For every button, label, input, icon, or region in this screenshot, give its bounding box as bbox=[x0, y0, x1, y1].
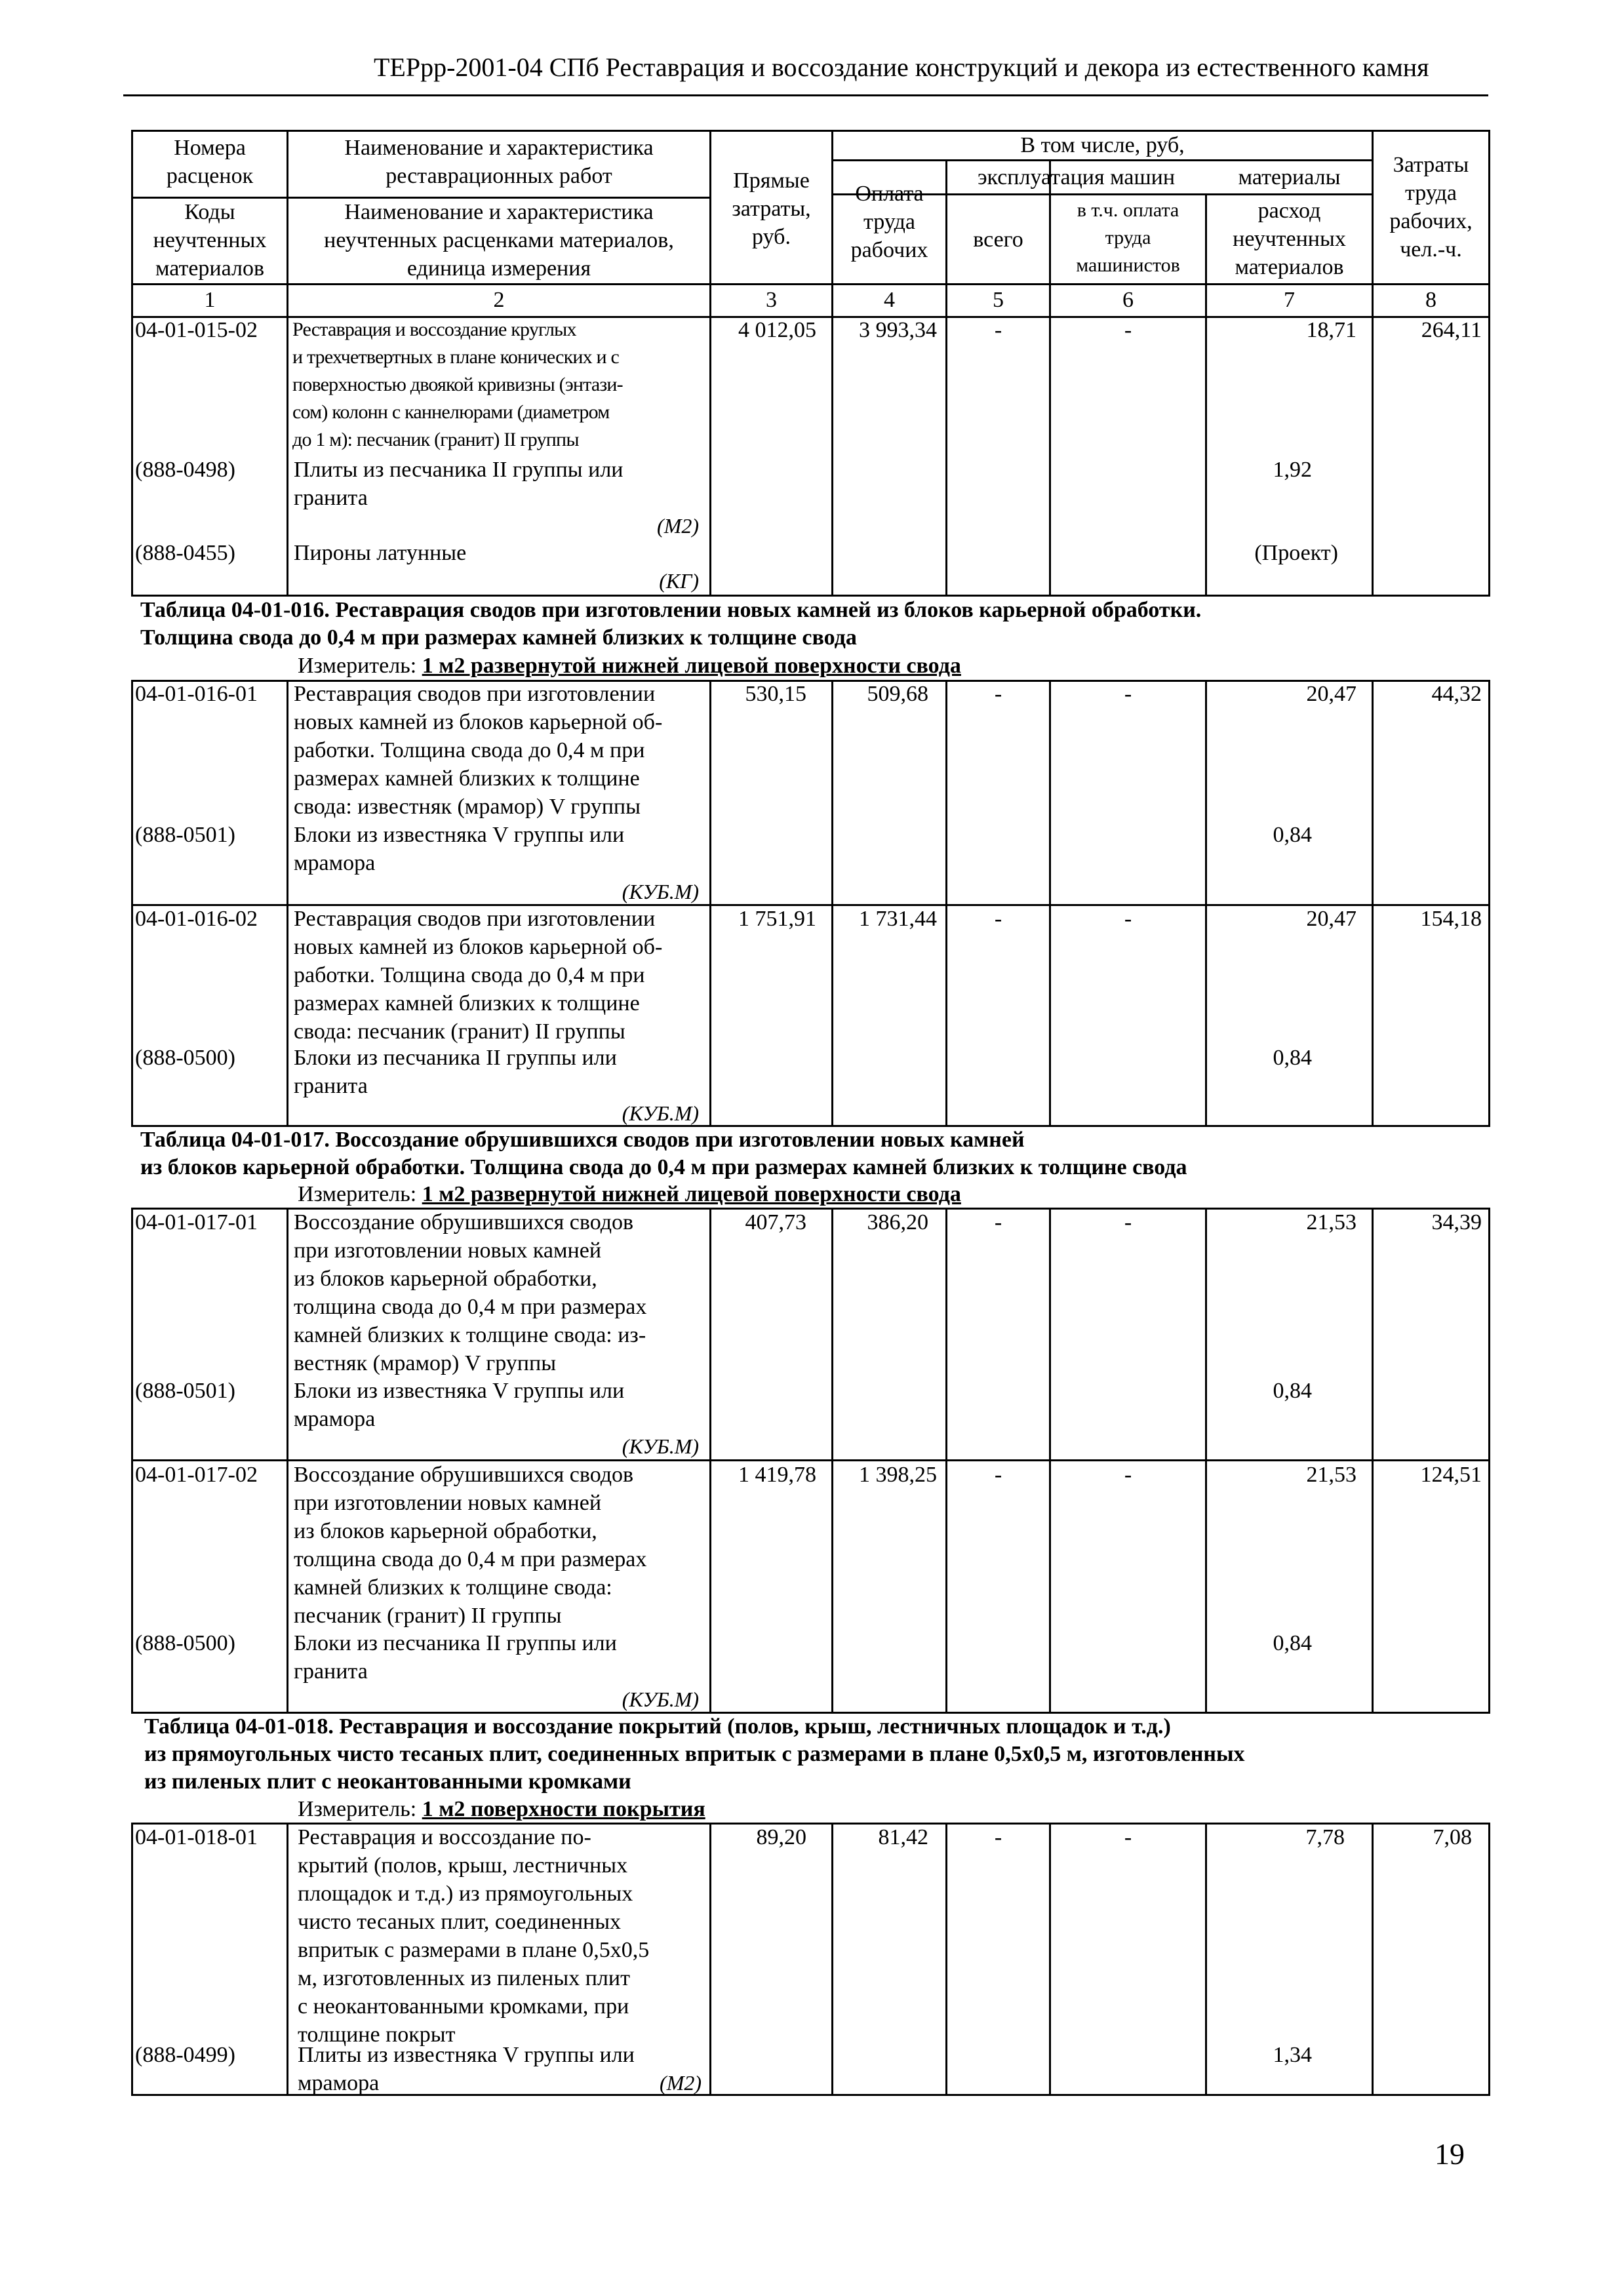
material-name-line: Блоки из известняка V группы или bbox=[294, 1379, 625, 1403]
rate-code: 04-01-017-01 bbox=[135, 1210, 258, 1234]
header-col6-line: в т.ч. оплата bbox=[1077, 199, 1179, 221]
materials-cost: 21,53 bbox=[1306, 1210, 1357, 1234]
column-number: 3 bbox=[766, 288, 777, 312]
header-col4-line: Оплата bbox=[855, 182, 924, 206]
header-col2-line: единица измерения bbox=[406, 256, 591, 281]
machinists-cost: - bbox=[1124, 682, 1132, 706]
header-col6-line: машинистов bbox=[1076, 254, 1180, 276]
table-caption: Толщина свода до 0,4 м при размерах камней близких к толщине свода bbox=[140, 625, 857, 650]
labor-cost: 509,68 bbox=[867, 682, 928, 706]
rate-name-line: размерах камней близких к толщине bbox=[294, 766, 640, 791]
rate-name-line: работки. Толщина свода до 0,4 м при bbox=[294, 963, 645, 987]
table-caption: из блоков карьерной обработки. Толщина свода до 0,4 м при размерах камней близких к толщине свода bbox=[140, 1155, 1187, 1179]
direct-cost: 530,15 bbox=[745, 682, 806, 706]
header-col1-line: материалов bbox=[155, 256, 265, 281]
rate-name-line: свода: песчаник (гранит) II группы bbox=[294, 1019, 625, 1044]
material-amount: 0,84 bbox=[1273, 823, 1312, 847]
rate-name-line: камней близких к толщине свода: из- bbox=[294, 1323, 646, 1347]
rate-name-line: м, изготовленных из пиленых плит bbox=[298, 1966, 630, 1990]
rate-name-line: размерах камней близких к толщине bbox=[294, 991, 640, 1016]
rate-name-line: крытий (полов, крыш, лестничных bbox=[298, 1853, 628, 1878]
rate-name-line: при изготовлении новых камней bbox=[294, 1491, 602, 1515]
header-col3-line: руб. bbox=[752, 225, 791, 249]
header-col8-line: Затраты bbox=[1393, 153, 1469, 177]
rate-code: 04-01-016-01 bbox=[135, 682, 258, 706]
rate-name-line: толщина свода до 0,4 м при размерах bbox=[294, 1547, 647, 1571]
column-number: 6 bbox=[1122, 288, 1134, 312]
header-materials-label: материалы bbox=[1238, 165, 1341, 189]
table-caption: Таблица 04-01-016. Реставрация сводов при изготовлении новых камней из блоков карьерной обработки. bbox=[140, 598, 1202, 622]
machinists-cost: - bbox=[1124, 907, 1132, 931]
rate-name-line: Реставрация сводов при изготовлении bbox=[294, 907, 656, 931]
material-unit: (М2) bbox=[657, 514, 699, 538]
rate-code: 04-01-016-02 bbox=[135, 907, 258, 931]
materials-cost: 21,53 bbox=[1306, 1463, 1357, 1487]
direct-cost: 1 751,91 bbox=[738, 907, 816, 931]
material-amount: 1,34 bbox=[1273, 2043, 1312, 2067]
rate-name-line: Воссоздание обрушившихся сводов bbox=[294, 1463, 634, 1487]
labor-cost: 386,20 bbox=[867, 1210, 928, 1234]
rate-name-line: с неокантованными кромками, при bbox=[298, 1994, 629, 2019]
material-name-line: Блоки из песчаника II группы или bbox=[294, 1631, 617, 1655]
header-col3-line: Прямые bbox=[733, 168, 810, 193]
rate-name-line: работки. Толщина свода до 0,4 м при bbox=[294, 738, 645, 762]
measure-prefix: Измеритель: bbox=[298, 1797, 417, 1821]
measure-prefix: Измеритель: bbox=[298, 654, 417, 678]
rate-name-line: Реставрация и воссоздание по- bbox=[298, 1825, 591, 1849]
header-col1-line: расценок bbox=[166, 164, 254, 188]
material-code: (888-0501) bbox=[135, 1379, 235, 1403]
labor-cost: 1 398,25 bbox=[859, 1463, 937, 1487]
machinists-cost: - bbox=[1124, 1463, 1132, 1487]
direct-cost: 1 419,78 bbox=[738, 1463, 816, 1487]
rate-name-line: площадок и т.д.) из прямоугольных bbox=[298, 1882, 633, 1906]
rate-name-line: толщине покрыт bbox=[298, 2022, 456, 2047]
header-col4-line: рабочих bbox=[850, 238, 928, 262]
material-unit: (КУБ.М) bbox=[622, 880, 699, 903]
material-code: (888-0501) bbox=[135, 823, 235, 847]
material-name-line: гранита bbox=[294, 1074, 368, 1098]
rate-name-line: и трехчетвертных в плане конических и с bbox=[292, 346, 620, 368]
header-col8-line: труда bbox=[1404, 181, 1457, 205]
measure-value: 1 м2 развернутой нижней лицевой поверхности свода bbox=[422, 1182, 961, 1206]
direct-cost: 89,20 bbox=[756, 1825, 806, 1849]
column-number: 7 bbox=[1284, 288, 1295, 312]
material-name-line: Блоки из известняка V группы или bbox=[294, 823, 625, 847]
rate-name-line: свода: известняк (мрамор) V группы bbox=[294, 795, 641, 819]
material-amount: 0,84 bbox=[1273, 1631, 1312, 1655]
measure-value: 1 м2 развернутой нижней лицевой поверхности свода bbox=[422, 654, 961, 678]
table-caption: Таблица 04-01-017. Воссоздание обрушившихся сводов при изготовлении новых камней bbox=[140, 1128, 1025, 1152]
header-machines-label: эксплуатация машин bbox=[977, 165, 1176, 189]
material-code: (888-0500) bbox=[135, 1631, 235, 1655]
table-caption: Таблица 04-01-018. Реставрация и воссоздание покрытий (полов, крыш, лестничных площадок и т.д.) bbox=[144, 1714, 1171, 1739]
machines-cost: - bbox=[994, 907, 1002, 931]
material-name-line: мрамора bbox=[294, 851, 376, 875]
materials-cost: 20,47 bbox=[1306, 907, 1357, 931]
column-number: 4 bbox=[884, 288, 895, 312]
rate-name-line: песчаник (гранит) II группы bbox=[294, 1604, 562, 1628]
header-col4-line: труда bbox=[863, 210, 916, 234]
column-number: 8 bbox=[1425, 288, 1436, 312]
machines-cost: - bbox=[994, 1825, 1002, 1849]
rate-name-line: из блоков карьерной обработки, bbox=[294, 1519, 597, 1543]
material-amount: 0,84 bbox=[1273, 1046, 1312, 1070]
machines-cost: - bbox=[994, 682, 1002, 706]
material-code: (888-0499) bbox=[135, 2043, 235, 2067]
table-caption: из прямоугольных чисто тесаных плит, соединенных впритык с размерами в плане 0,5х0,5 м, изготовленных bbox=[144, 1742, 1245, 1766]
rate-name-line: из блоков карьерной обработки, bbox=[294, 1267, 597, 1291]
material-unit: (КУБ.М) bbox=[622, 1687, 699, 1711]
material-amount: 0,84 bbox=[1273, 1379, 1312, 1403]
measurement-unit bbox=[298, 1796, 705, 1823]
rate-code: 04-01-015-02 bbox=[135, 318, 258, 342]
header-group-label: В том числе, руб, bbox=[1020, 133, 1185, 157]
header-rule bbox=[123, 94, 1488, 96]
rate-name-line: камней близких к толщине свода: bbox=[294, 1575, 612, 1600]
material-unit: (КУБ.М) bbox=[622, 1434, 699, 1458]
machinists-cost: - bbox=[1124, 1210, 1132, 1234]
rate-name-line: Воссоздание обрушившихся сводов bbox=[294, 1210, 634, 1234]
material-name-line: Пироны латунные bbox=[294, 541, 467, 565]
header-col6-line: труда bbox=[1105, 227, 1151, 248]
header-col2-line: реставрационных работ bbox=[386, 164, 612, 188]
materials-cost: 20,47 bbox=[1306, 682, 1357, 706]
rate-name-line: до 1 м): песчаник (гранит) II группы bbox=[292, 429, 579, 450]
measurement-unit bbox=[298, 653, 961, 679]
material-unit: (КГ) bbox=[659, 569, 699, 593]
machinists-cost: - bbox=[1124, 1825, 1132, 1849]
labor-hours: 44,32 bbox=[1431, 682, 1482, 706]
header-col8-line: рабочих, bbox=[1389, 209, 1473, 233]
rate-name-line: впритык с размерами в плане 0,5х0,5 bbox=[298, 1938, 650, 1962]
machines-cost: - bbox=[994, 1210, 1002, 1234]
page-number: 19 bbox=[1435, 2137, 1465, 2171]
materials-cost: 18,71 bbox=[1306, 318, 1357, 342]
running-header: ТЕРрр-2001-04 СПб Реставрация и воссоздание конструкций и декора из естественного камня bbox=[374, 52, 1429, 82]
material-name-line: Блоки из песчаника II группы или bbox=[294, 1046, 617, 1070]
labor-hours: 7,08 bbox=[1433, 1825, 1472, 1849]
header-col2-line: Наименование и характеристика bbox=[344, 200, 654, 224]
labor-cost: 1 731,44 bbox=[859, 907, 937, 931]
material-amount: 1,92 bbox=[1273, 458, 1312, 482]
header-col1-line: неучтенных bbox=[153, 228, 267, 252]
rate-name-line: поверхностью двоякой кривизны (энтази- bbox=[292, 374, 623, 395]
labor-cost: 81,42 bbox=[878, 1825, 928, 1849]
rate-name-line: Реставрация сводов при изготовлении bbox=[294, 682, 656, 706]
rate-name-line: вестняк (мрамор) V группы bbox=[294, 1351, 557, 1375]
labor-hours: 154,18 bbox=[1420, 907, 1482, 931]
header-col2-line: неучтенных расценками материалов, bbox=[324, 228, 674, 252]
measurement-unit bbox=[298, 1181, 961, 1208]
measure-value: 1 м2 поверхности покрытия bbox=[422, 1797, 705, 1821]
labor-hours: 124,51 bbox=[1420, 1463, 1482, 1487]
direct-cost: 407,73 bbox=[745, 1210, 806, 1234]
material-code: (888-0498) bbox=[135, 458, 235, 482]
material-name-line: мрамора bbox=[298, 2071, 380, 2095]
header-col5: всего bbox=[973, 227, 1023, 252]
labor-hours: 264,11 bbox=[1421, 318, 1482, 342]
rate-name-line: толщина свода до 0,4 м при размерах bbox=[294, 1295, 647, 1319]
column-number: 2 bbox=[493, 288, 505, 312]
machinists-cost: - bbox=[1124, 318, 1132, 342]
header-col3-line: затраты, bbox=[732, 197, 811, 221]
rate-code: 04-01-018-01 bbox=[135, 1825, 258, 1849]
material-name-line: гранита bbox=[294, 486, 368, 510]
material-name-line: Плиты из песчаника II группы или bbox=[294, 458, 624, 482]
table-caption: из пиленых плит с неокантованными кромками bbox=[144, 1769, 631, 1794]
materials-cost: 7,78 bbox=[1305, 1825, 1345, 1849]
header-col7-line: расход bbox=[1258, 199, 1321, 223]
header-col1-line: Номера bbox=[174, 136, 246, 160]
labor-cost: 3 993,34 bbox=[859, 318, 937, 342]
material-name-line: гранита bbox=[294, 1659, 368, 1684]
material-name-line: мрамора bbox=[294, 1407, 376, 1431]
rate-name-line: Реставрация и воссоздание круглых bbox=[292, 319, 576, 340]
rate-name-line: новых камней из блоков карьерной об- bbox=[294, 710, 663, 734]
rate-name-line: чисто тесаных плит, соединенных bbox=[298, 1910, 622, 1934]
rate-code: 04-01-017-02 bbox=[135, 1463, 258, 1487]
column-number: 1 bbox=[204, 288, 216, 312]
rate-name-line: при изготовлении новых камней bbox=[294, 1238, 602, 1263]
material-code: (888-0500) bbox=[135, 1046, 235, 1070]
direct-cost: 4 012,05 bbox=[738, 318, 816, 342]
column-number: 5 bbox=[993, 288, 1004, 312]
material-unit: (М2) bbox=[660, 2071, 702, 2095]
measure-prefix: Измеритель: bbox=[298, 1182, 417, 1206]
rate-name-line: сом) колонн с каннелюрами (диаметром bbox=[292, 401, 610, 423]
header-col2-line: Наименование и характеристика bbox=[344, 136, 654, 160]
material-unit: (КУБ.М) bbox=[622, 1101, 699, 1125]
rate-name-line: новых камней из блоков карьерной об- bbox=[294, 935, 663, 959]
machines-cost: - bbox=[994, 318, 1002, 342]
header-col7-line: материалов bbox=[1235, 255, 1344, 279]
labor-hours: 34,39 bbox=[1431, 1210, 1482, 1234]
header-col8-line: чел.-ч. bbox=[1400, 237, 1462, 262]
material-code: (888-0455) bbox=[135, 541, 235, 565]
header-col7-line: неучтенных bbox=[1233, 227, 1346, 251]
header-col1-line: Коды bbox=[184, 200, 235, 224]
material-name-line: Плиты из известняка V группы или bbox=[298, 2043, 635, 2067]
machines-cost: - bbox=[994, 1463, 1002, 1487]
material-amount: (Проект) bbox=[1254, 541, 1338, 565]
